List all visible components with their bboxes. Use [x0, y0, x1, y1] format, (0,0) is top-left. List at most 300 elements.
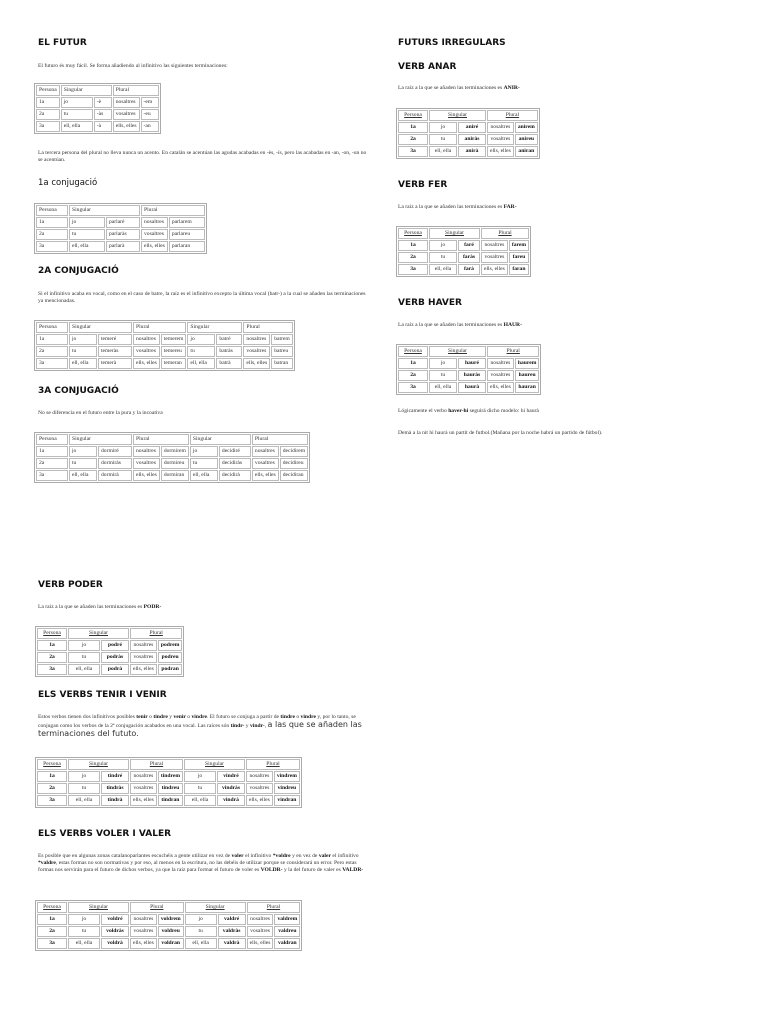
header-persona: Persona [36, 205, 68, 216]
text-part: . El futuro se conjuga a partir de [206, 714, 280, 720]
cell: ell, ella [68, 795, 100, 806]
cell: vindrà [223, 797, 239, 803]
cell: tu [429, 370, 457, 381]
intro-paragraph [38, 714, 368, 739]
section-title: ELS VERBS VOLER I VALER [38, 829, 172, 839]
cell: tu [68, 652, 100, 663]
header-plural: Plural [133, 434, 189, 445]
header-singular: Singular [429, 110, 486, 121]
cell: ells, elles [113, 121, 140, 132]
section-2a-conjugacio [38, 266, 119, 276]
root: ANIR- [503, 85, 520, 91]
header-singular: Singular [68, 902, 129, 913]
cell: batran [271, 358, 293, 369]
header-plural: Plural [247, 902, 301, 913]
table-row [398, 370, 539, 381]
cell: ell, ella [69, 241, 105, 252]
cell: 3a [410, 148, 416, 154]
cell: dormiran [161, 470, 189, 481]
table-row [36, 109, 159, 120]
cell: tindràs [106, 785, 124, 791]
header-singular: Singular [429, 228, 480, 239]
cell: ell, ella [68, 938, 100, 949]
header-plural: Plural [141, 205, 205, 216]
table-row [398, 382, 539, 393]
intro-text [38, 853, 368, 874]
cell: anirem [517, 124, 535, 130]
cell: 1a [36, 334, 68, 345]
text-bold: voler [231, 853, 244, 859]
section-verb-haver [398, 298, 462, 308]
section-title: EL FUTUR [38, 38, 87, 48]
table-row [36, 470, 308, 481]
cell: valdràs [222, 928, 241, 934]
cell: vosaltres [487, 370, 514, 381]
intro-text [38, 604, 368, 611]
table-2a [34, 320, 295, 371]
table-row [37, 938, 300, 949]
header-persona: Persona [36, 85, 60, 96]
cell: haureu [518, 372, 536, 378]
cell: dormiré [98, 446, 132, 457]
cell: temeré [98, 334, 132, 345]
intro-paragraph [38, 853, 368, 874]
cell: tindran [161, 797, 180, 803]
intro-text [398, 85, 738, 92]
cell: 3a [36, 470, 68, 481]
table-row [36, 97, 159, 108]
table-row [398, 240, 529, 251]
table-fer [396, 226, 531, 277]
cell: vosaltres [247, 926, 274, 937]
text-bold: venir [173, 714, 186, 720]
header-singular: Singular [187, 322, 242, 333]
cell: temerem [161, 334, 187, 345]
header-plural: Plural [246, 759, 300, 770]
cell: 3a [49, 940, 55, 946]
cell: tu [68, 926, 100, 937]
cell: ell, ella [69, 358, 97, 369]
cell: ells, elles [487, 146, 514, 157]
section-title: FUTURS IRREGULARS [398, 38, 506, 48]
text-part: Estos verbos tienen dos infinitivos posibles [38, 714, 135, 720]
root: PODR- [143, 604, 162, 610]
cell: decidiran [280, 470, 308, 481]
note-text [38, 150, 368, 164]
intro-paragraph [38, 604, 368, 611]
header-singular: Singular [61, 85, 112, 96]
cell: 3a [36, 121, 60, 132]
cell: dormireu [161, 458, 189, 469]
header-plural: Plural [487, 110, 538, 121]
cell: vosaltres [246, 783, 273, 794]
intro-paragraph: Si el infinitivo acaba en vocal, como en el caso de batre, la raíz es el infinitivo excepto la última vocal (batr-) a la cual se añaden las terminaciones ya mencionadas. [38, 291, 366, 304]
intro-paragraph [398, 85, 738, 92]
header-singular: Singular [185, 902, 246, 913]
intro-text [38, 63, 368, 70]
cell: tu [185, 926, 217, 937]
cell: ells, elles [487, 382, 514, 393]
cell: ell, ella [61, 121, 93, 132]
header-plural: Plural [487, 346, 539, 357]
cell: nosaltres [481, 240, 508, 251]
text-bold: *voldre [272, 853, 291, 859]
table-3a [34, 432, 310, 483]
table-haver [396, 344, 541, 395]
intro-paragraph [398, 204, 738, 211]
cell: decidireu [280, 458, 308, 469]
text-part: o [296, 714, 300, 720]
cell: ell, ella [429, 146, 457, 157]
cell: 2a [36, 109, 60, 120]
header-plural: Plural [133, 322, 186, 333]
cell: nosaltres [130, 771, 157, 782]
cell: decidirem [280, 446, 308, 457]
conjugation-table [34, 203, 207, 254]
cell: hauràs [463, 372, 481, 378]
cell: dormirà [98, 470, 132, 481]
header-plural: Plural [130, 759, 183, 770]
section-title: VERB PODER [38, 580, 103, 590]
section-verb-fer [398, 180, 447, 190]
cell: batreu [271, 346, 293, 357]
cell: hauré [465, 360, 479, 366]
header-persona: Persona [37, 759, 67, 770]
text-part: y [245, 723, 249, 729]
cell: 3a [410, 266, 416, 272]
cell: batràs [216, 346, 242, 357]
cell: valdreu [278, 928, 297, 934]
cell: 2a [410, 372, 416, 378]
table-row [398, 146, 538, 157]
cell: vosaltres [113, 109, 140, 120]
cell: voldrem [160, 916, 181, 922]
cell: jo [187, 334, 215, 345]
section-title: VERB HAVER [398, 298, 462, 308]
cell: -è [94, 97, 112, 108]
cell: 3a [36, 358, 68, 369]
table-row [36, 241, 205, 252]
table-anar [396, 108, 540, 159]
table-row [36, 121, 159, 132]
table-1a [34, 203, 207, 254]
cell: ells, elles [130, 664, 157, 675]
cell: jo [68, 914, 100, 925]
cell: podran [161, 666, 179, 672]
table-row [36, 217, 205, 228]
cell: ell, ella [68, 664, 100, 675]
conjugation-table [35, 626, 184, 677]
cell: ells, elles [130, 795, 157, 806]
section-1a-conjugacio [38, 178, 97, 188]
text-part: o [187, 714, 191, 720]
table-endings [34, 83, 161, 134]
conjugation-table [34, 432, 310, 483]
cell: nosaltres [141, 217, 168, 228]
conjugation-table [396, 108, 540, 159]
cell: ells, elles [247, 938, 274, 949]
cell: voldran [161, 940, 181, 946]
cell: podrem [160, 642, 180, 648]
cell: tu [184, 783, 216, 794]
cell: parlarem [169, 217, 205, 228]
cell: podreu [161, 654, 179, 660]
cell: ells, elles [481, 264, 508, 275]
header-plural: Plural [481, 228, 529, 239]
cell: jo [429, 358, 457, 369]
header-singular: Singular [69, 322, 132, 333]
table-row [37, 914, 300, 925]
cell: ell, ella [429, 382, 457, 393]
text-bold: VOLDR- [260, 867, 283, 873]
cell: vosaltres [130, 652, 157, 663]
cell: nosaltres [130, 640, 157, 651]
cell: nosaltres [130, 914, 157, 925]
section-el-futur [38, 38, 87, 48]
table-voler-valer [35, 900, 302, 951]
text-bold: VALDR- [342, 867, 364, 873]
text-part: y [169, 714, 173, 720]
table-tenir-venir [35, 757, 302, 808]
conjugation-table [396, 344, 541, 395]
cell: 3a [36, 241, 68, 252]
cell: nosaltres [487, 358, 514, 369]
conjugation-table [35, 757, 302, 808]
cell: vosaltres [130, 926, 157, 937]
cell: tu [68, 783, 100, 794]
note-paragraph [398, 408, 738, 415]
cell: haurà [464, 384, 480, 390]
cell: batrà [216, 358, 242, 369]
intro-text [38, 714, 368, 739]
example-paragraph: Demà a la nit hi haurà un partit de futbol.(Mañana por la noche habrá un partido de fútbol). [398, 430, 603, 436]
table-row [37, 652, 182, 663]
header-plural: Plural [252, 434, 308, 445]
text-bold: *valdre [38, 860, 56, 866]
cell: 1a [410, 242, 416, 248]
cell: faran [512, 266, 526, 272]
cell: -à [94, 121, 112, 132]
cell: haurem [517, 360, 537, 366]
cell: temerà [98, 358, 132, 369]
cell: vosaltres [243, 346, 270, 357]
cell: vosaltres [130, 783, 157, 794]
intro-text: La raíz a la que se añaden las terminaciones es [398, 204, 503, 210]
text-bold: vindre [300, 714, 316, 720]
text-part: , estas formas no son normativas y por eso, al menos en la escritura, no las debéis de utilizar porque se considerará un error. Pero estas formas nos servirán para el futuro de dichos verbos, ya que la raíz para formar el futuro de voler es [38, 860, 357, 873]
cell: jo [69, 217, 105, 228]
cell: 1a [49, 773, 55, 779]
section-title: VERB FER [398, 180, 448, 190]
cell: tu [61, 109, 93, 120]
text-bold: tindre [153, 714, 168, 720]
cell: batré [216, 334, 242, 345]
table-row [36, 229, 205, 240]
cell: vindré [223, 773, 239, 779]
text-part: o [149, 714, 152, 720]
conjugation-table [34, 320, 295, 371]
header-persona: Persona [37, 628, 67, 639]
cell: voldrà [107, 940, 123, 946]
cell: 1a [49, 642, 55, 648]
cell: 2a [410, 254, 416, 260]
cell: ells, elles [246, 795, 273, 806]
intro-text: La raíz a la que se añaden las terminaciones es [398, 322, 503, 328]
intro-paragraph: No se diferencia en el futuro entre la pura y la incoativa [38, 410, 163, 416]
header-singular: Singular [190, 434, 251, 445]
cell: vindràs [221, 785, 241, 791]
cell: anireu [518, 136, 535, 142]
cell: vosaltres [133, 458, 160, 469]
cell: ell, ella [184, 795, 216, 806]
cell: jo [190, 446, 218, 457]
section-title: 3A CONJUGACIÓ [38, 386, 119, 396]
table-row [398, 122, 538, 133]
cell: ell, ella [429, 264, 457, 275]
cell: tu [69, 229, 105, 240]
cell: 2a [49, 785, 55, 791]
section-verb-anar [398, 62, 456, 72]
cell: vindreu [277, 785, 297, 791]
cell: parlaràs [106, 229, 140, 240]
cell: farem [511, 242, 527, 248]
cell: 2a [36, 458, 68, 469]
cell: valdran [278, 940, 297, 946]
cell: temeràs [98, 346, 132, 357]
cell: -em [141, 97, 159, 108]
cell: parlaran [169, 241, 205, 252]
text-part: el infinitivo [332, 853, 359, 859]
cell: jo [429, 122, 457, 133]
cell: jo [429, 240, 457, 251]
text-part: y en vez de [292, 853, 318, 859]
cell: parlaré [106, 217, 140, 228]
section-futurs-irregulars [398, 38, 506, 48]
table-row [37, 926, 300, 937]
cell: nosaltres [133, 334, 160, 345]
text-part: y la del futuro de valer es [283, 867, 341, 873]
table-row [37, 771, 300, 782]
cell: nosaltres [252, 446, 279, 457]
intro-text [398, 204, 738, 211]
cell: dormiràs [98, 458, 132, 469]
cell: vosaltres [252, 458, 279, 469]
cell: farà [464, 266, 474, 272]
cell: ells, elles [141, 241, 168, 252]
cell: decidiré [219, 446, 251, 457]
table-row [36, 458, 308, 469]
cell: 1a [36, 217, 68, 228]
cell: jo [184, 771, 216, 782]
cell: ells, elles [133, 470, 160, 481]
cell: parlareu [169, 229, 205, 240]
cell: jo [68, 640, 100, 651]
header-persona: Persona [398, 110, 428, 121]
cell: tu [429, 252, 457, 263]
cell: dormirem [161, 446, 189, 457]
cell: -eu [141, 109, 159, 120]
table-row [37, 795, 300, 806]
cell: podràs [106, 654, 124, 660]
cell: 3a [49, 666, 55, 672]
table-row [398, 252, 529, 263]
header-plural: Plural [113, 85, 159, 96]
cell: tu [190, 458, 218, 469]
header-persona: Persona [36, 322, 68, 333]
section-3a-conjugacio [38, 386, 119, 396]
text-bold: tindr- [230, 723, 245, 729]
cell: ells, elles [130, 938, 157, 949]
cell: jo [68, 771, 100, 782]
cell: vindran [277, 797, 297, 803]
section-verb-poder [38, 580, 103, 590]
table-row [398, 264, 529, 275]
header-singular: Singular [69, 434, 132, 445]
header-singular: Singular [69, 205, 140, 216]
cell: vosaltres [487, 134, 514, 145]
table-row [398, 134, 538, 145]
cell: 3a [410, 384, 416, 390]
text-bold: valer [318, 853, 331, 859]
root: FAR- [503, 204, 517, 210]
text-bold: tenir [136, 714, 148, 720]
cell: valdrà [223, 940, 240, 946]
cell: vindrem [276, 773, 297, 779]
table-row [36, 358, 293, 369]
conjugation-table [34, 83, 161, 134]
cell: fareu [512, 254, 526, 260]
cell: ell, ella [187, 358, 215, 369]
cell: vosaltres [481, 252, 508, 263]
cell: podré [108, 642, 122, 648]
header-persona: Persona [36, 434, 68, 445]
section-title: ELS VERBS TENIR I VENIR [38, 690, 167, 700]
cell: temeran [161, 358, 187, 369]
cell: tindré [107, 773, 123, 779]
note-text [398, 408, 738, 415]
cell: tindreu [161, 785, 180, 791]
root: HAUR- [503, 322, 522, 328]
cell: podrà [107, 666, 123, 672]
note-part: Lógicamente el verbo [398, 408, 447, 414]
intro-text [38, 410, 368, 417]
cell: faré [464, 242, 474, 248]
cell: nosaltres [246, 771, 273, 782]
cell: vosaltres [141, 229, 168, 240]
cell: tu [69, 346, 97, 357]
text-part: el infinitivo [245, 853, 272, 859]
header-persona: Persona [37, 902, 67, 913]
text-part: Es posible que en algunas zonas catalanoparlantes escuchéis a gente utilizar en vez de [38, 853, 231, 859]
text-part: y, por lo tanto, se conjugan como los verbos de la 2ª conjugación acabados en una vocal. Las raíces són [38, 714, 356, 729]
cell: nosaltres [247, 914, 274, 925]
cell: batrem [271, 334, 293, 345]
note-bold: haver-hi [448, 408, 469, 414]
table-row [36, 334, 293, 345]
cell: aniràs [464, 136, 480, 142]
section-title: 2A CONJUGACIÓ [38, 266, 119, 276]
section-title: 1a conjugació [38, 178, 98, 188]
cell: aniré [465, 124, 479, 130]
cell: nosaltres [243, 334, 270, 345]
header-singular: Singular [68, 759, 129, 770]
cell: nosaltres [113, 97, 140, 108]
section-voler-valer [38, 829, 171, 839]
text-bold: vindre [191, 714, 207, 720]
cell: voldreu [161, 928, 180, 934]
header-singular: Singular [429, 346, 486, 357]
cell: aniran [518, 148, 535, 154]
